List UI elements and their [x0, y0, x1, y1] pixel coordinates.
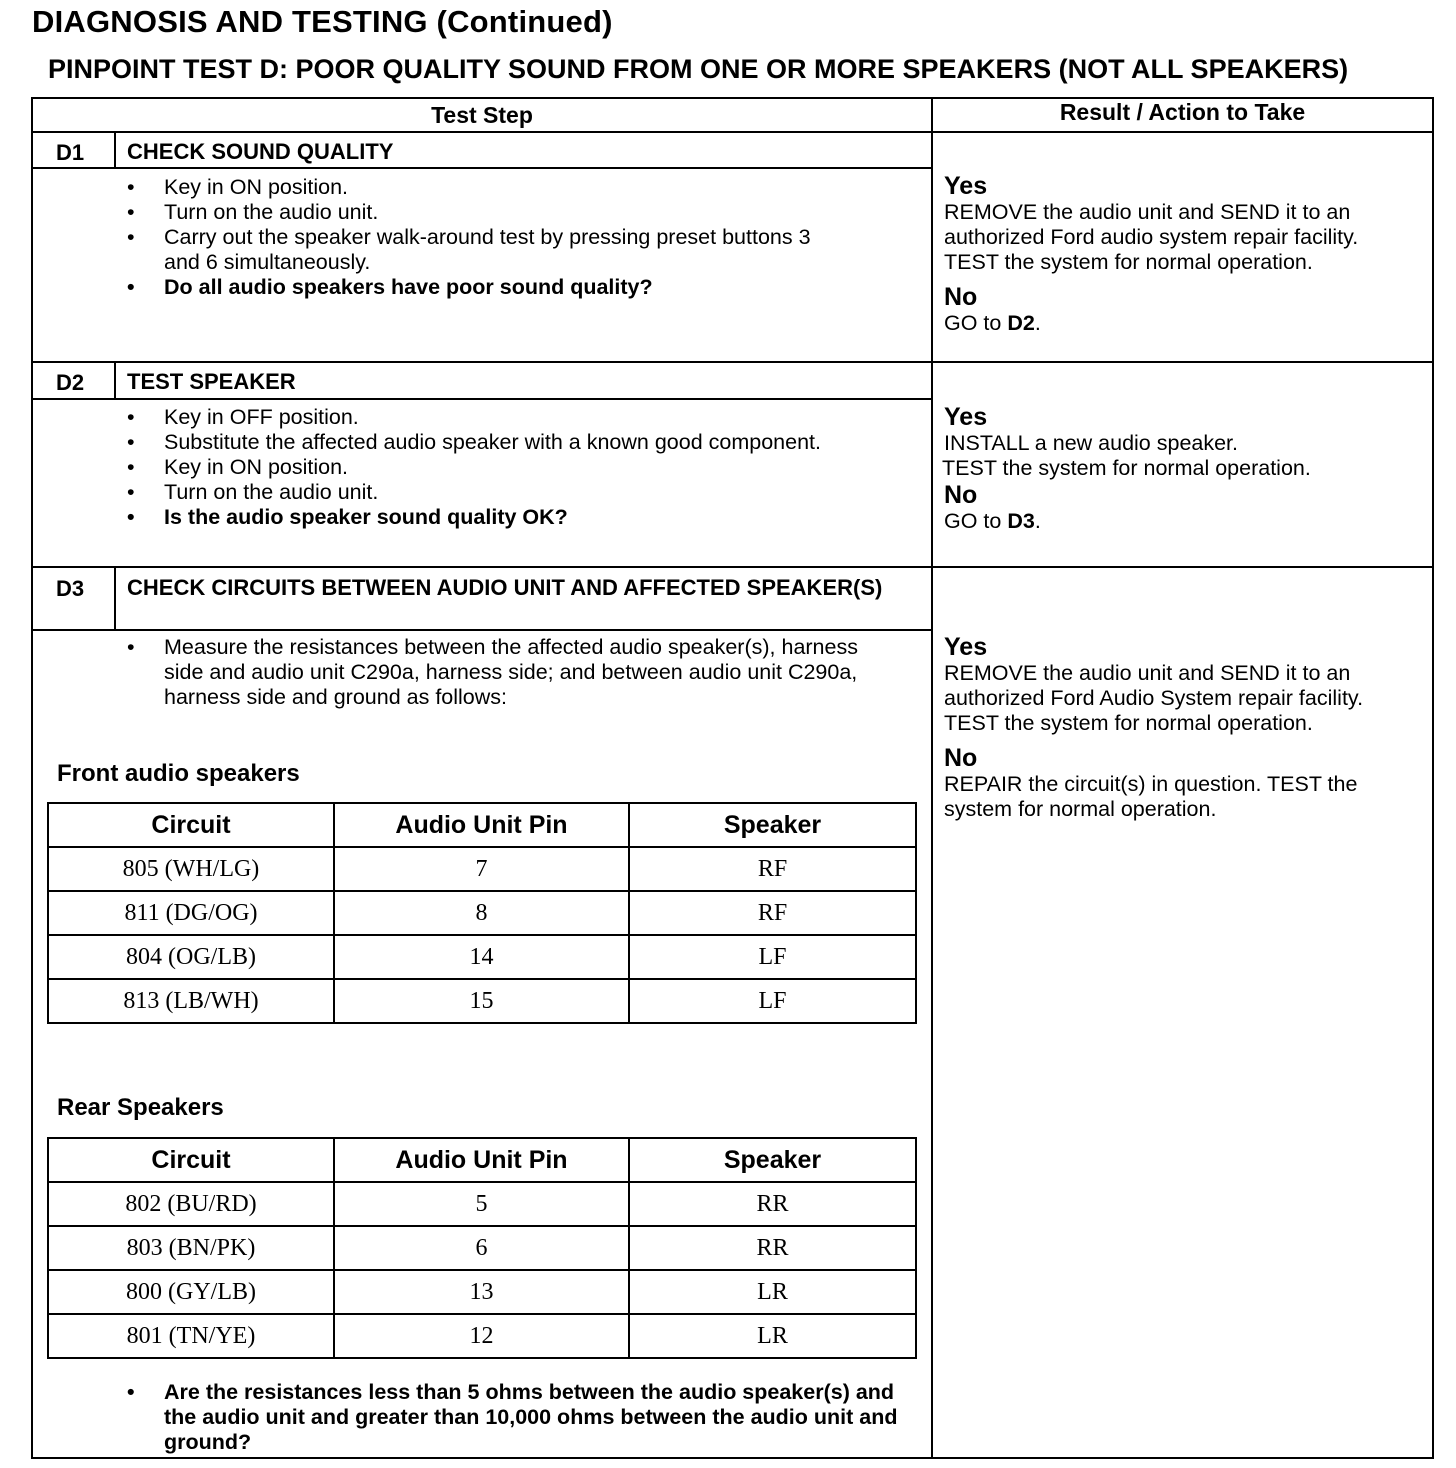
- column-header-pin: Audio Unit Pin: [334, 803, 629, 847]
- table-header-row: [48, 1138, 916, 1182]
- speaker-cell: LR: [629, 1270, 916, 1314]
- d1-no-prefix: GO to: [944, 311, 1008, 335]
- pin-cell: 6: [334, 1226, 629, 1270]
- column-divider: [931, 97, 933, 1459]
- circuit-cell: 811 (DG/OG): [48, 891, 334, 935]
- d1-yes-text: REMOVE the audio unit and SEND it to an authorized Ford audio system repair facility. TEST the system for normal operation.: [944, 200, 1359, 274]
- pin-cell: 13: [334, 1270, 629, 1314]
- speaker-cell: RF: [629, 891, 916, 935]
- front-speakers-table: [47, 802, 917, 1024]
- d1-result: [944, 172, 1414, 336]
- d2-instructions: [127, 405, 847, 530]
- column-header-test-step: Test Step: [431, 102, 533, 128]
- column-header-circuit: Circuit: [48, 1138, 334, 1182]
- pin-cell: 7: [334, 847, 629, 891]
- step-id-d2: D2: [56, 370, 85, 395]
- left-border: [31, 97, 33, 1459]
- circuit-cell: 800 (GY/LB): [48, 1270, 334, 1314]
- table-row: [48, 979, 916, 1023]
- pin-cell: 15: [334, 979, 629, 1023]
- table-row: [48, 891, 916, 935]
- d2-no-target: D3: [1007, 509, 1035, 533]
- d3-yes-label: Yes: [944, 633, 988, 661]
- bottom-border: [31, 1457, 1434, 1459]
- d2-no-label: No: [944, 481, 978, 509]
- step-id-d3: D3: [56, 576, 85, 601]
- d2-yes-text-2: TEST the system for normal operation.: [942, 456, 1311, 480]
- table-row: [48, 1226, 916, 1270]
- d1-yes-label: Yes: [944, 172, 988, 200]
- column-header-result: Result / Action to Take: [1059, 99, 1306, 125]
- header-divider: [31, 131, 1434, 133]
- step-title-d1: CHECK SOUND QUALITY: [127, 139, 394, 164]
- speaker-cell: RF: [629, 847, 916, 891]
- speaker-cell: LR: [629, 1314, 916, 1358]
- d1-bottom-divider: [31, 361, 1434, 363]
- d2-result: [944, 403, 1414, 534]
- pin-cell: 5: [334, 1182, 629, 1226]
- list-item: • Turn on the audio unit.: [127, 480, 847, 505]
- d3-question-list: [127, 1380, 907, 1455]
- d2-yes-text-1: INSTALL a new audio speaker.: [944, 431, 1239, 455]
- list-item: • Key in ON position.: [127, 175, 887, 200]
- circuit-cell: 801 (TN/YE): [48, 1314, 334, 1358]
- speaker-cell: LF: [629, 935, 916, 979]
- d3-question: • Are the resistances less than 5 ohms between the audio speaker(s) and the audio unit and greater than 10,000 ohms between the audio unit and ground?: [127, 1380, 907, 1455]
- d1-instructions: [127, 175, 887, 300]
- column-header-pin: Audio Unit Pin: [334, 1138, 629, 1182]
- pin-cell: 14: [334, 935, 629, 979]
- d1-question: • Do all audio speakers have poor sound quality?: [127, 275, 887, 300]
- circuit-cell: 813 (LB/WH): [48, 979, 334, 1023]
- list-item: • Substitute the affected audio speaker with a known good component.: [127, 430, 847, 455]
- d2-no-text: [944, 509, 1414, 534]
- right-border: [1432, 97, 1434, 1459]
- speaker-cell: LF: [629, 979, 916, 1023]
- pin-cell: 8: [334, 891, 629, 935]
- table-row: [48, 847, 916, 891]
- front-speakers-heading: Front audio speakers: [57, 760, 300, 787]
- list-item: • Key in OFF position.: [127, 405, 847, 430]
- d2-yes-label: Yes: [944, 403, 988, 431]
- step-title-d2: TEST SPEAKER: [127, 369, 296, 394]
- d3-no-label: No: [944, 744, 978, 772]
- list-item: • Measure the resistances between the affected audio speaker(s), harness side and audio unit C290a, harness side; and between audio unit C290a, harness side and ground as follows:: [127, 635, 897, 710]
- d3-result: [944, 633, 1414, 822]
- rear-speakers-table: [47, 1137, 917, 1359]
- d3-title-divider: [31, 629, 933, 631]
- pin-cell: 12: [334, 1314, 629, 1358]
- d1-title-divider: [31, 167, 933, 169]
- d1-no-text: [944, 311, 1414, 336]
- column-header-speaker: Speaker: [629, 1138, 916, 1182]
- speaker-cell: RR: [629, 1182, 916, 1226]
- d3-yes-text: REMOVE the audio unit and SEND it to an authorized Ford Audio System repair facility. TEST the system for normal operation.: [944, 661, 1364, 735]
- list-item: • Key in ON position.: [127, 455, 847, 480]
- list-item: • Turn on the audio unit.: [127, 200, 887, 225]
- pinpoint-test-title: PINPOINT TEST D: POOR QUALITY SOUND FROM ONE OR MORE SPEAKERS (NOT ALL SPEAKERS): [48, 54, 1349, 84]
- d1-no-label: No: [944, 283, 978, 311]
- table-row: [48, 935, 916, 979]
- d2-question: • Is the audio speaker sound quality OK?: [127, 505, 847, 530]
- d1-id-divider: [114, 131, 116, 169]
- d3-instructions: [127, 635, 897, 710]
- d3-id-divider: [114, 566, 116, 631]
- d2-id-divider: [114, 361, 116, 400]
- d2-no-prefix: GO to: [944, 509, 1008, 533]
- circuit-cell: 805 (WH/LG): [48, 847, 334, 891]
- step-id-d1: D1: [56, 140, 85, 165]
- speaker-cell: RR: [629, 1226, 916, 1270]
- d2-no-suffix: .: [1034, 509, 1041, 533]
- circuit-cell: 802 (BU/RD): [48, 1182, 334, 1226]
- step-title-d3: CHECK CIRCUITS BETWEEN AUDIO UNIT AND AFFECTED SPEAKER(S): [127, 575, 883, 600]
- table-row: [48, 1314, 916, 1358]
- column-header-circuit: Circuit: [48, 803, 334, 847]
- rear-speakers-heading: Rear Speakers: [57, 1094, 224, 1121]
- page-title: DIAGNOSIS AND TESTING (Continued): [32, 4, 613, 39]
- table-row: [48, 1270, 916, 1314]
- d2-bottom-divider: [31, 566, 1434, 568]
- circuit-cell: 803 (BN/PK): [48, 1226, 334, 1270]
- d2-title-divider: [31, 398, 933, 400]
- d1-no-suffix: .: [1034, 311, 1041, 335]
- column-header-speaker: Speaker: [629, 803, 916, 847]
- circuit-cell: 804 (OG/LB): [48, 935, 334, 979]
- d1-no-target: D2: [1007, 311, 1035, 335]
- table-row: [48, 1182, 916, 1226]
- table-header-row: [48, 803, 916, 847]
- list-item: • Carry out the speaker walk-around test by pressing preset buttons 3 and 6 simultaneously.: [127, 225, 887, 275]
- d3-no-text: REPAIR the circuit(s) in question. TEST the system for normal operation.: [944, 772, 1358, 821]
